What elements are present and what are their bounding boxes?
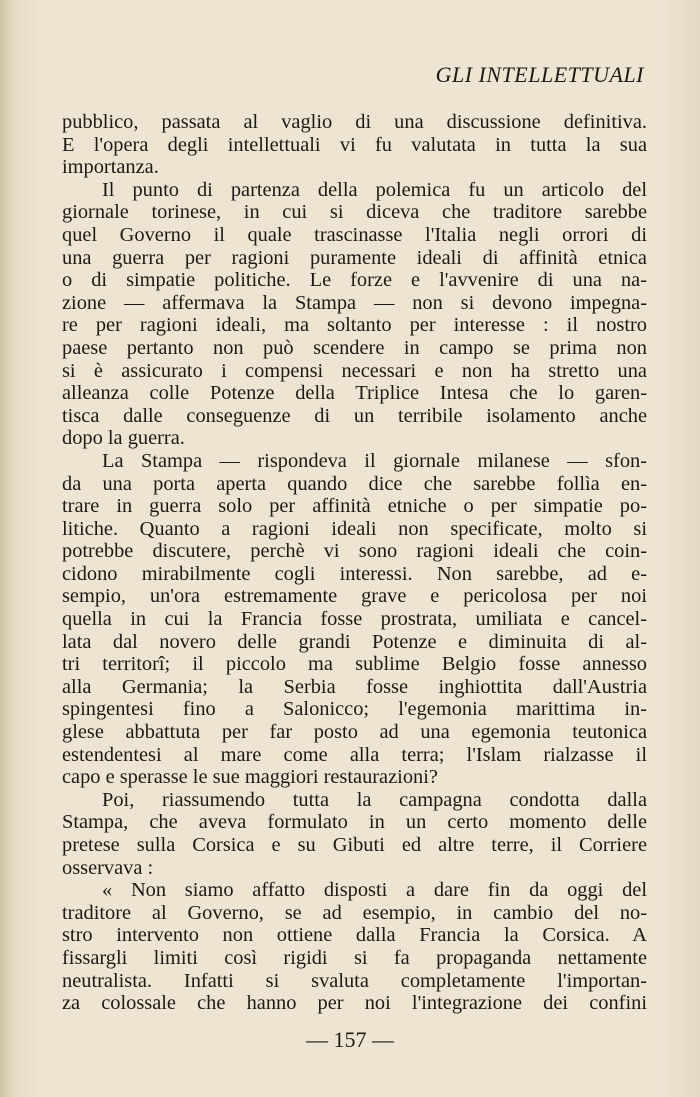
text-line: fissargli limiti così rigidi si fa propaganda nettamente <box>62 946 647 969</box>
page-number: — 157 — <box>306 1027 394 1052</box>
text-line: re per ragioni ideali, ma soltanto per interesse : il nostro <box>62 314 647 337</box>
text-line: E l'opera degli intellettuali vi fu valutata in tutta la sua <box>62 133 647 156</box>
text-line: quella in cui la Francia fosse prostrata, umiliata e cancel- <box>62 608 647 631</box>
text-line: « Non siamo affatto disposti a dare fin da oggi del <box>102 879 647 902</box>
text-line: litiche. Quanto a ragioni ideali non specificate, molto si <box>62 517 647 540</box>
text-line: importanza. <box>62 156 159 179</box>
text-line: dopo la guerra. <box>62 427 185 450</box>
text-line: sempio, un'ora estremamente grave e pericolosa per noi <box>62 585 647 608</box>
text-line: za colossale che hanno per noi l'integrazione dei confini <box>62 992 647 1015</box>
text-line: paese pertanto non può scendere in campo se prima non <box>62 336 647 359</box>
text-line: alleanza colle Potenze della Triplice Intesa che lo garen- <box>62 382 647 405</box>
text-line: quel Governo il quale trascinasse l'Italia negli orrori di <box>62 223 647 246</box>
text-line: capo e sperasse le sue maggiori restaurazioni? <box>62 766 438 789</box>
text-line: estendentesi al mare come alla terra; l'Islam rialzasse il <box>62 743 647 766</box>
text-line: o di simpatie politiche. Le forze e l'avvenire di una na- <box>62 269 647 292</box>
text-line: pubblico, passata al vaglio di una discussione definitiva. <box>62 111 647 133</box>
text-line: glese abbattuta per far posto ad una egemonia teutonica <box>62 721 647 744</box>
text-line: traditore al Governo, se ad esempio, in cambio del no- <box>62 901 647 924</box>
text-line: si è assicurato i compensi necessari e non ha stretto una <box>62 359 647 382</box>
text-line: alla Germania; la Serbia fosse inghiottita dall'Austria <box>62 675 647 698</box>
text-line: giornale torinese, in cui si diceva che traditore sarebbe <box>62 201 647 224</box>
text-line: trare in guerra solo per affinità etniche o per simpatie po- <box>62 495 647 518</box>
text-line: Stampa, che aveva formulato in un certo momento delle <box>62 811 647 834</box>
text-line: zione — affermava la Stampa — non si devono impegna- <box>62 291 647 314</box>
text-line: cidono mirabilmente cogli interessi. Non sarebbe, ad e- <box>62 562 647 585</box>
text-line: La Stampa — rispondeva il giornale milanese — sfon- <box>102 449 647 472</box>
text-line: potrebbe discutere, perchè vi sono ragioni ideali che coin- <box>62 540 647 563</box>
text-line: lata dal novero delle grandi Potenze e diminuita di al- <box>62 630 647 653</box>
running-head: GLI INTELLETTUALI <box>435 62 644 87</box>
body-text <box>62 111 647 1015</box>
text-line: tisca dalle conseguenze di un terribile isolamento anche <box>62 404 647 427</box>
text-line: una guerra per ragioni puramente ideali di affinità etnica <box>62 246 647 269</box>
text-line: neutralista. Infatti si svaluta completamente l'importan- <box>62 969 647 992</box>
text-line: pretese sulla Corsica e su Gibuti ed altre terre, il Corriere <box>62 834 647 856</box>
text-line: spingentesi fino a Salonicco; l'egemonia marittima in- <box>62 698 647 721</box>
text-line: da una porta aperta quando dice che sarebbe follìa en- <box>62 472 647 495</box>
text-line: stro intervento non ottiene dalla Francia la Corsica. A <box>62 924 647 947</box>
text-line: osservava : <box>62 856 154 879</box>
text-line: tri territorî; il piccolo ma sublime Belgio fosse annesso <box>62 653 647 676</box>
text-line: Il punto di partenza della polemica fu un articolo del <box>102 178 647 201</box>
text-line: Poi, riassumendo tutta la campagna condotta dalla <box>102 788 647 811</box>
